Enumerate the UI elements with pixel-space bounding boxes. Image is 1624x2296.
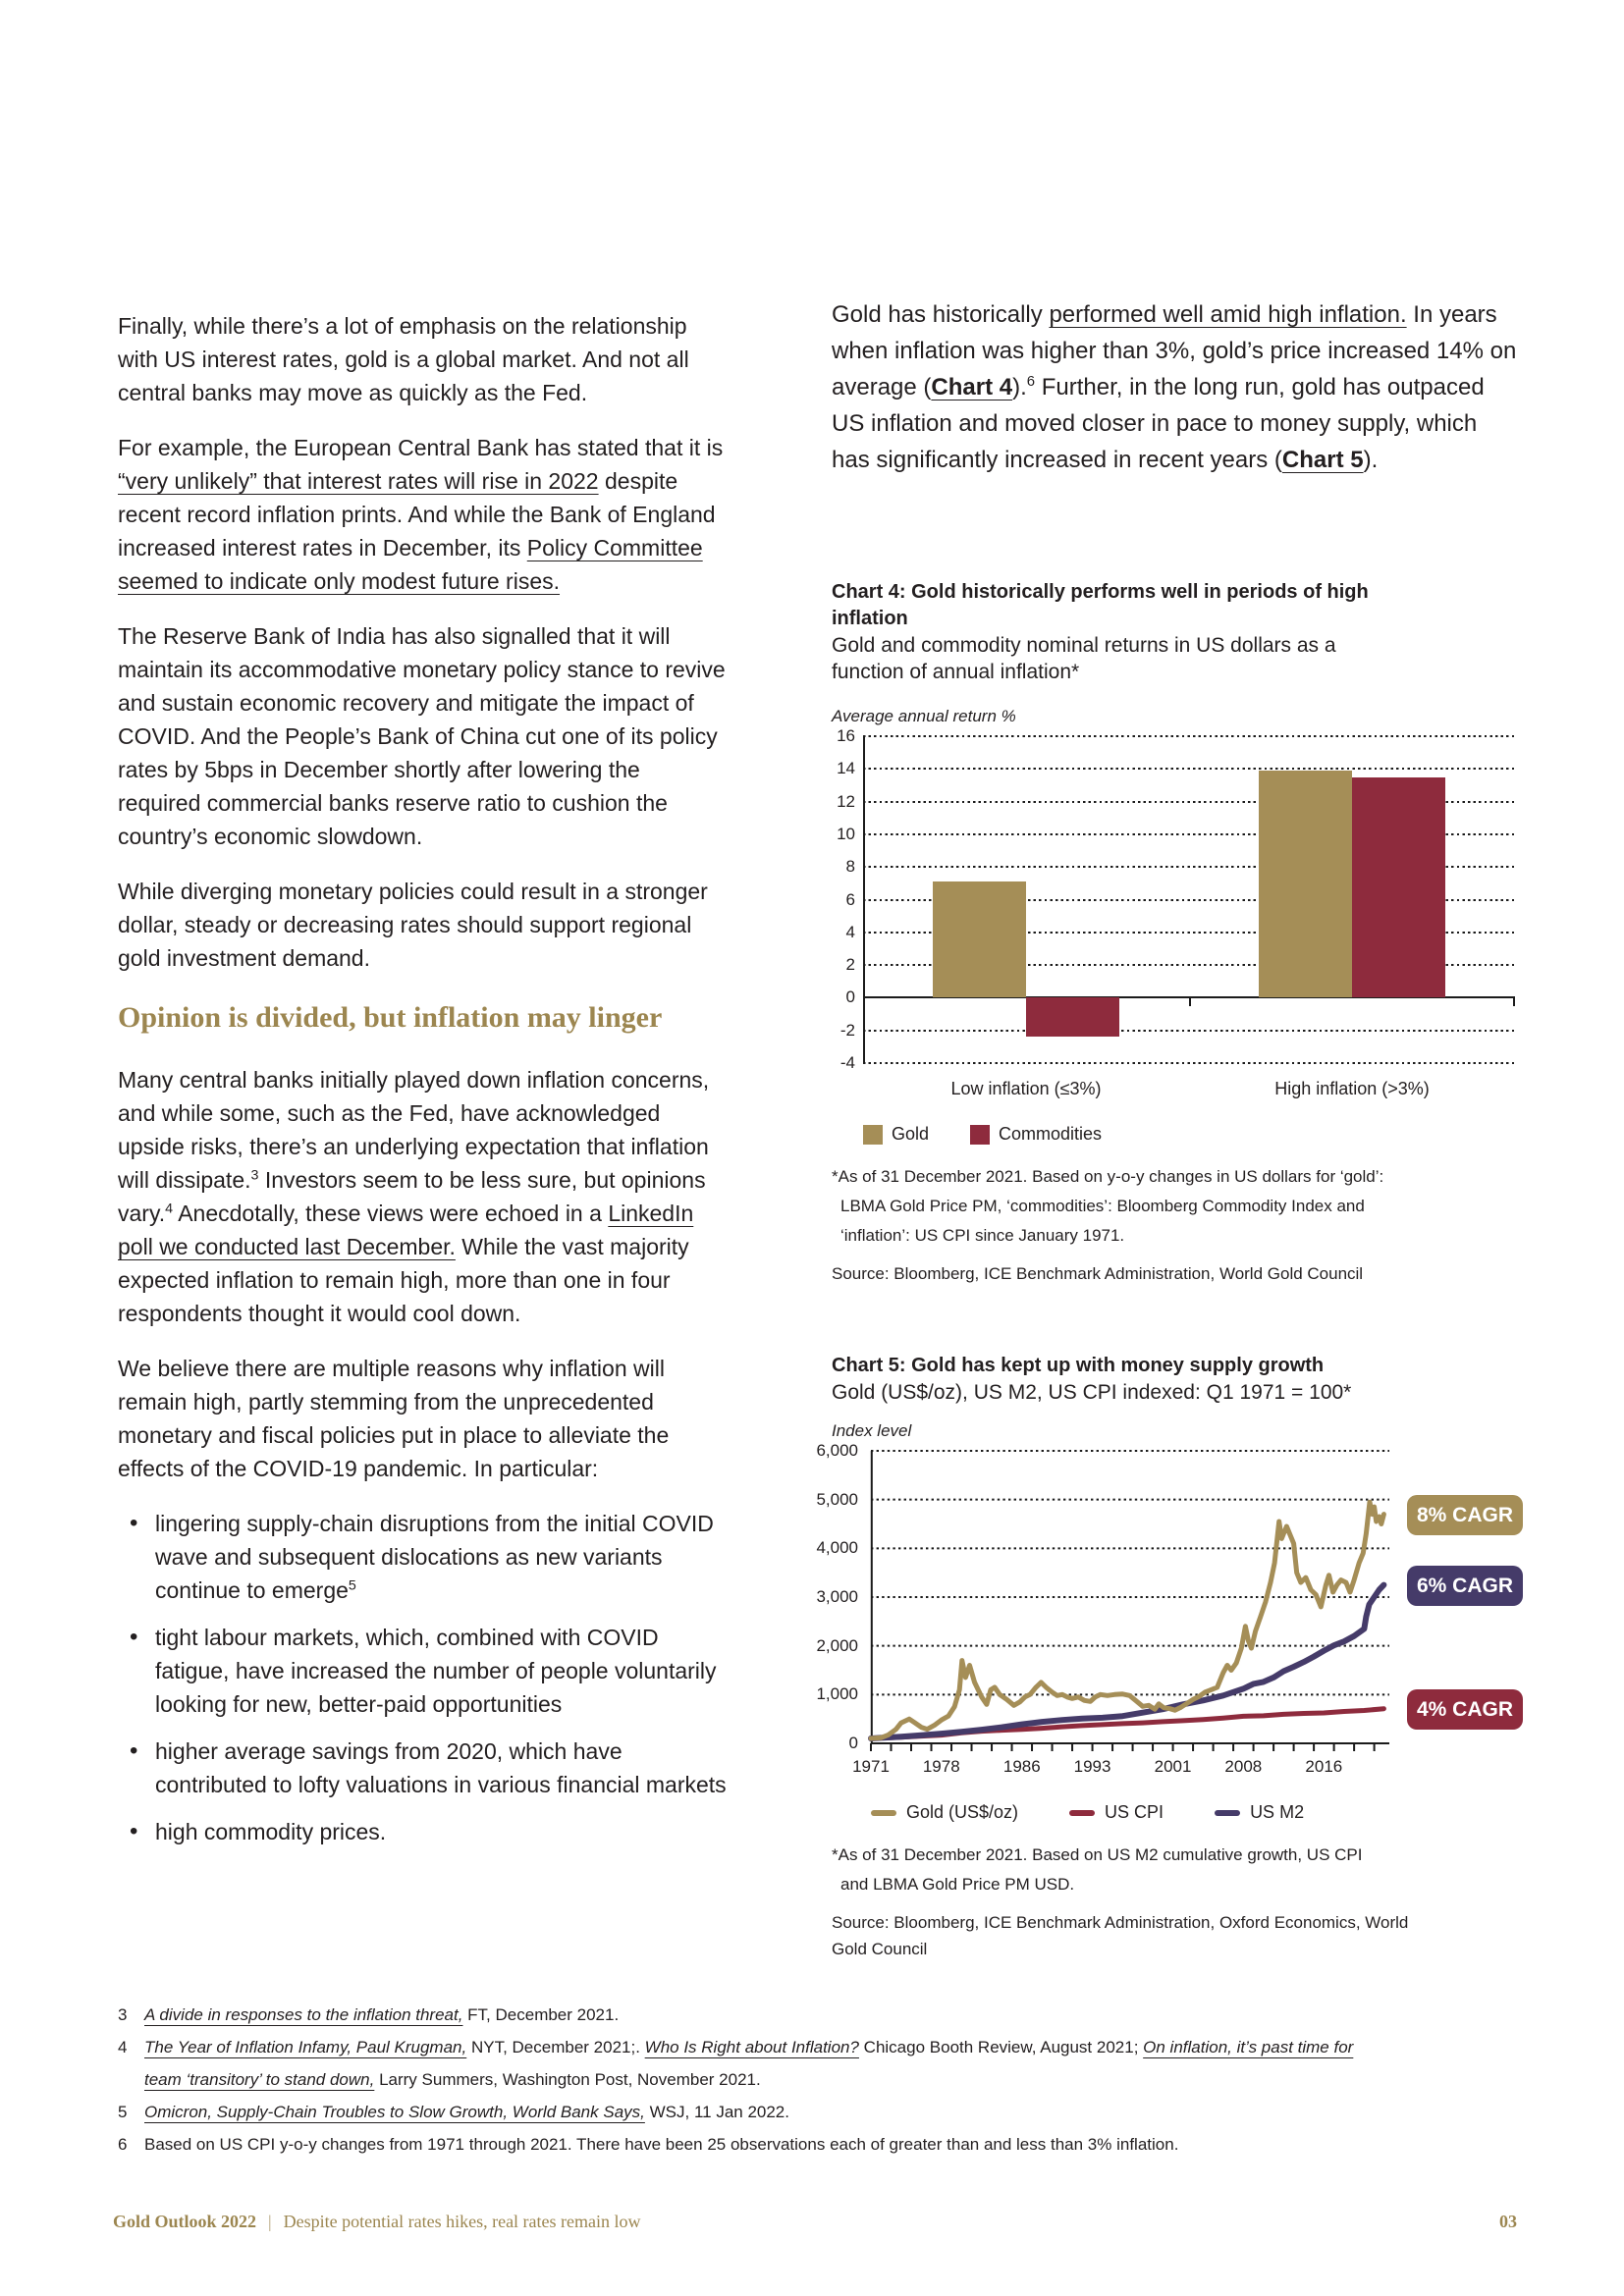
footer-title: Despite potential rates hikes, real rates remain low xyxy=(283,2212,641,2231)
legend-item xyxy=(970,1124,1102,1145)
legend-item xyxy=(1069,1802,1164,1823)
text-segment: lingering supply-chain disruptions from the initial COVID wave and subsequent dislocations as new variants continue to emerge xyxy=(155,1511,714,1603)
cagr-badge: 8% CAGR xyxy=(1407,1495,1523,1535)
x-axis-tick xyxy=(1189,997,1191,1006)
legend-label: Commodities xyxy=(999,1124,1103,1144)
link[interactable]: Policy Committee seemed to indicate only modest future rises. xyxy=(118,535,703,594)
bar-commodities-1 xyxy=(1352,777,1445,998)
text-segment: tight labour markets, which, combined with COVID fatigue, have increased the number of people voluntarily looking for new, better-paid opportunities xyxy=(155,1625,717,1717)
chart5-plot xyxy=(816,1441,1514,1776)
x-tick-label: 1978 xyxy=(922,1757,960,1776)
y-tick-label: 0 xyxy=(845,988,855,1007)
y-tick-label: -2 xyxy=(839,1020,855,1040)
series-line-gold-us-oz- xyxy=(871,1502,1383,1738)
text-segment: Further, in the long run, gold has outpaced US inflation and moved closer in pace to money supply, which has significantly increased in recent years ( xyxy=(832,374,1485,473)
x-tick-label: 2008 xyxy=(1224,1757,1263,1776)
bullet-list xyxy=(118,1507,727,1848)
text-segment: For example, the European Central Bank has stated that it is xyxy=(118,435,724,460)
page-footer xyxy=(113,2212,1517,2232)
y-tick-label: 2 xyxy=(845,955,855,975)
text-segment: despite recent record inflation prints. And while the Bank of England increased interest rates in December, its xyxy=(118,468,716,561)
text-segment: ). xyxy=(1012,374,1027,400)
list-item xyxy=(118,1621,727,1721)
paragraph xyxy=(118,619,727,853)
left-column xyxy=(118,309,727,1862)
y-axis-label: Average annual return % xyxy=(832,707,1016,725)
x-axis-tick xyxy=(863,997,865,1006)
x-axis-tick xyxy=(1513,997,1515,1006)
x-tick-label: 1993 xyxy=(1073,1757,1111,1776)
text-segment: Investors seem to be less sure, but opinions vary. xyxy=(118,1167,706,1226)
cagr-badge: 4% CAGR xyxy=(1407,1689,1523,1730)
x-category-label: High inflation (>3%) xyxy=(1274,1079,1430,1098)
legend-label: Gold (US$/oz) xyxy=(906,1802,1019,1822)
y-tick-label: -4 xyxy=(839,1053,855,1072)
footnote-number: 5 xyxy=(118,2103,128,2121)
text-segment: high commodity prices. xyxy=(155,1819,387,1844)
y-tick-label: 4 xyxy=(845,922,855,941)
text-segment: Finally, while there’s a lot of emphasis on the relationship with US interest rates, gold is a global market. And not all central banks may move as quickly as the Fed. xyxy=(118,313,689,405)
gridline xyxy=(863,1030,1515,1032)
footnote-ref: 3 xyxy=(250,1167,259,1184)
link[interactable]: Omicron, Supply-Chain Troubles to Slow Growth, World Bank Says, xyxy=(144,2103,645,2121)
text-segment: WSJ, 11 Jan 2022. xyxy=(644,2103,789,2121)
y-tick-label: 6,000 xyxy=(816,1441,858,1460)
y-tick-label: 6 xyxy=(845,889,855,909)
chart-footnote: *As of 31 December 2021. Based on y-o-y changes in US dollars for ‘gold’: LBMA Gold Price PM, ‘commodities’: Bloomberg Commodity Index and ‘inflation’: US CPI since January 1971. xyxy=(832,1167,1384,1245)
y-tick-label: 1,000 xyxy=(816,1684,858,1704)
chart4-plot xyxy=(837,726,1515,1098)
link[interactable]: On inflation, it’s past time for team ‘transitory’ to stand down, xyxy=(144,2038,1354,2089)
chart-subtitle: Gold and commodity nominal returns in US dollars as a function of annual inflation* xyxy=(832,634,1336,683)
footnote-text xyxy=(144,2005,619,2024)
y-tick-label: 10 xyxy=(837,824,855,843)
footer-separator: | xyxy=(268,2212,272,2231)
link[interactable]: Chart 4 xyxy=(931,374,1013,400)
lede-paragraph xyxy=(832,296,1519,478)
footnote-ref: 6 xyxy=(1026,374,1036,390)
text-segment: higher average savings from 2020, which have contributed to lofty valuations in various financial markets xyxy=(155,1738,727,1797)
footnotes xyxy=(118,1999,1384,2161)
right-column xyxy=(816,296,1519,1958)
chart-title: Chart 4: Gold historically performs well in periods of high inflation xyxy=(832,581,1369,629)
link[interactable]: A divide in responses to the inflation threat, xyxy=(144,2005,463,2024)
link[interactable]: The Year of Inflation Infamy, Paul Krugman, xyxy=(144,2038,467,2056)
y-tick-label: 2,000 xyxy=(816,1635,858,1655)
text-segment: While the vast majority expected inflation to remain high, more than one in four respondents thought it would cool down. xyxy=(118,1234,689,1326)
footnote-item xyxy=(118,1999,1384,2031)
legend-label: Gold xyxy=(892,1124,930,1144)
text-segment: We believe there are multiple reasons why inflation will remain high, partly stemming from the unprecedented monetary and fiscal policies put in place to alleviate the effects of the COVID-19 pandemic. In particular: xyxy=(118,1356,670,1481)
footnote-ref: 4 xyxy=(165,1201,174,1217)
text-segment: While diverging monetary policies could result in a stronger dollar, steady or decreasing rates should support regional gold investment demand. xyxy=(118,879,708,971)
legend-swatch xyxy=(1069,1810,1095,1816)
cagr-badge: 6% CAGR xyxy=(1407,1566,1523,1606)
y-axis-line xyxy=(863,736,865,1063)
chart-title: Chart 5: Gold has kept up with money supply growth xyxy=(832,1355,1325,1376)
bar-gold-0 xyxy=(933,881,1026,997)
text-segment: Chicago Booth Review, August 2021; xyxy=(858,2038,1144,2056)
footnote-item xyxy=(118,2031,1384,2096)
text-segment: Larry Summers, Washington Post, November 2021. xyxy=(374,2070,761,2089)
y-tick-label: 12 xyxy=(837,791,855,811)
gridline xyxy=(863,735,1515,737)
text-segment: Many central banks initially played down inflation concerns, and while some, such as the Fed, have acknowledged upside risks, there’s an underlying expectation that inflation will dissipate. xyxy=(118,1067,710,1193)
legend-swatch xyxy=(871,1810,896,1816)
link[interactable]: Who Is Right about Inflation? xyxy=(644,2038,859,2056)
link[interactable]: “very unlikely” that interest rates will rise in 2022 xyxy=(118,468,599,494)
x-tick-label: 1971 xyxy=(852,1757,890,1776)
legend-swatch xyxy=(863,1125,883,1145)
paragraph xyxy=(118,431,727,598)
x-category-label: Low inflation (≤3%) xyxy=(950,1079,1102,1098)
link[interactable]: performed well amid high inflation. xyxy=(1049,301,1407,328)
footnote-text xyxy=(144,2135,1178,2154)
chart5-legend xyxy=(871,1802,1519,1823)
bar-commodities-0 xyxy=(1026,997,1119,1037)
legend-label: US CPI xyxy=(1105,1802,1164,1822)
chart-source: Source: Bloomberg, ICE Benchmark Administration, World Gold Council xyxy=(832,1264,1364,1283)
text-segment: Based on US CPI y-o-y changes from 1971 through 2021. There have been 25 observations each of greater than and less than 3% inflation. xyxy=(144,2135,1179,2154)
x-tick-label: 1986 xyxy=(1002,1757,1041,1776)
footnote-ref: 5 xyxy=(348,1577,356,1594)
footnote-item xyxy=(118,2096,1384,2128)
y-tick-label: 3,000 xyxy=(816,1587,858,1606)
legend-label: US M2 xyxy=(1250,1802,1305,1822)
footer-brand: Gold Outlook 2022 xyxy=(113,2212,257,2231)
text-segment: Gold has historically xyxy=(832,301,1050,328)
text-segment: NYT, December 2021;. xyxy=(466,2038,645,2056)
legend-item xyxy=(871,1802,1018,1823)
text-segment: ). xyxy=(1363,447,1379,473)
chart-source: Source: Bloomberg, ICE Benchmark Administration, Oxford Economics, World Gold Council xyxy=(832,1913,1409,1958)
link[interactable]: LinkedIn poll we conducted last December. xyxy=(118,1201,694,1259)
y-tick-label: 16 xyxy=(837,726,855,745)
legend-item xyxy=(863,1124,929,1145)
gridline xyxy=(863,1062,1515,1064)
x-tick-label: 2016 xyxy=(1305,1757,1343,1776)
y-axis-label: Index level xyxy=(832,1421,912,1440)
footnote-text xyxy=(144,2038,1353,2089)
x-tick-label: 2001 xyxy=(1154,1757,1192,1776)
legend-swatch xyxy=(1215,1810,1240,1816)
list-item xyxy=(118,1815,727,1848)
footnote-text xyxy=(144,2103,789,2121)
paragraph xyxy=(118,309,727,409)
y-tick-label: 5,000 xyxy=(816,1489,858,1509)
footnote-item xyxy=(118,2128,1384,2161)
y-tick-label: 4,000 xyxy=(816,1538,858,1558)
list-item xyxy=(118,1735,727,1801)
text-segment: In years when inflation was higher than 3%, gold’s price increased 14% on average ( xyxy=(832,301,1517,400)
footnote-number: 6 xyxy=(118,2135,128,2154)
text-segment: The Reserve Bank of India has also signalled that it will maintain its accommodative monetary policy stance to revive and sustain economic recovery and mitigate the impact of COVID. And the People’s Bank of China cut one of its policy rates by 5bps in December shortly after lowering the required commercial banks reserve ratio to cushion the country’s economic slowdown. xyxy=(118,623,726,849)
chart-4 xyxy=(832,579,1519,1287)
paragraph xyxy=(118,1063,727,1330)
chart4-legend xyxy=(863,1124,1519,1145)
section-heading: Opinion is divided, but inflation may linger xyxy=(118,1001,663,1034)
text-segment: FT, December 2021. xyxy=(462,2005,620,2024)
y-tick-label: 8 xyxy=(845,857,855,877)
footnote-number: 4 xyxy=(118,2038,128,2056)
link[interactable]: Chart 5 xyxy=(1281,447,1364,473)
list-item xyxy=(118,1507,727,1607)
chart-footnote: *As of 31 December 2021. Based on US M2 cumulative growth, US CPI and LBMA Gold Price PM USD. xyxy=(832,1845,1363,1894)
paragraph xyxy=(118,875,727,975)
line-chart-svg xyxy=(871,1451,1389,1753)
y-tick-label: 0 xyxy=(848,1734,858,1752)
legend-swatch xyxy=(970,1125,990,1145)
chart-subtitle: Gold (US$/oz), US M2, US CPI indexed: Q1 1971 = 100* xyxy=(832,1381,1352,1404)
legend-item xyxy=(1215,1802,1304,1823)
bar-gold-1 xyxy=(1259,771,1352,997)
footnote-number: 3 xyxy=(118,2005,128,2024)
paragraph xyxy=(118,1352,727,1485)
y-tick-label: 14 xyxy=(837,759,855,778)
text-segment: Anecdotally, these views were echoed in a xyxy=(173,1201,609,1226)
chart-5 xyxy=(816,1353,1519,1962)
gridline xyxy=(863,768,1515,770)
page-number: 03 xyxy=(1499,2212,1517,2231)
